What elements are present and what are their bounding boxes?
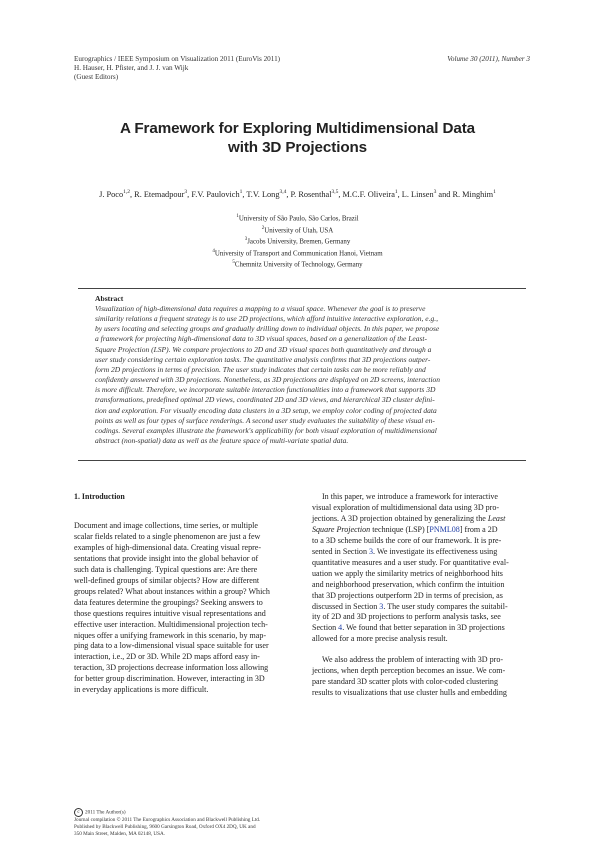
body-line: groups related? What about instances within a group? Which bbox=[74, 586, 270, 596]
affiliation-5: $^5$Chemnitz University of Technology, Germany bbox=[232, 260, 363, 269]
body-line bbox=[312, 602, 528, 613]
left-column-body bbox=[74, 521, 289, 696]
body-line: teraction, 3D projections decrease information loss allowing bbox=[74, 663, 269, 673]
abstract-body bbox=[95, 304, 525, 446]
affiliation-3: $^3$Jacobs University, Bremen, Germany bbox=[244, 237, 351, 246]
affiliation-number: 1 bbox=[236, 214, 239, 219]
section-heading-introduction: 1. Introduction bbox=[74, 492, 125, 501]
abstract-line: abstract (non-spatial) data as well as the feature space of multi-variate spatial data. bbox=[95, 436, 349, 446]
text-run: discussed in Section bbox=[312, 601, 380, 611]
text-run: . We found that better separation in 3D projections bbox=[342, 623, 505, 633]
title-line-2: with 3D Projections bbox=[227, 139, 368, 156]
emphasis-text: Square Projection bbox=[312, 524, 371, 534]
affiliation-2: $^2$University of Utah, USA bbox=[261, 225, 334, 234]
text-run: technique (LSP) [ bbox=[370, 524, 430, 534]
affiliation-number: 5 bbox=[232, 260, 235, 265]
footer-line: Journal compilation © 2011 The Eurographics Association and Blackwell Publishing Ltd. bbox=[74, 817, 261, 823]
text-run: sented in Section bbox=[312, 546, 369, 556]
affiliation-marker: 1,2 bbox=[123, 189, 131, 195]
text-run: . We investigate its effectiveness using bbox=[373, 546, 498, 556]
body-line: interaction, i.e., 2D or 3D. While 2D maps afford easy in- bbox=[74, 652, 260, 662]
section-ref-link[interactable]: 3 bbox=[369, 546, 374, 556]
abstract-line: codings. Several examples illustrate the framework's applicability for both visual exploration of multidimensional bbox=[95, 425, 437, 435]
body-line: In this paper, we introduce a framework for interactive bbox=[322, 492, 498, 501]
body-line: and neighborhood preservation, which confirm the intuition bbox=[312, 579, 505, 589]
abstract-line: Square Projection (LSP). We compare projections to 2D and 3D visual spaces both quantitatively and through a bbox=[95, 344, 432, 354]
copyright-footer bbox=[74, 808, 289, 839]
abstract-line: user study considering certain exploration tasks. The quantitative analysis confirms that 3D projections outper- bbox=[95, 354, 431, 364]
body-line: jections, when depth perception becomes an issue. We com- bbox=[312, 666, 506, 676]
affiliation-number: 3 bbox=[244, 237, 248, 242]
body-line: sentations that provide insight into the global behavior of bbox=[74, 553, 259, 563]
affiliation-marker: 3 bbox=[433, 189, 437, 195]
body-line bbox=[312, 547, 528, 558]
affiliation-1: $^1$University of São Paulo, São Carlos, Brazil bbox=[236, 214, 359, 223]
body-line: well-defined groups of similar objects? How are different bbox=[74, 575, 260, 585]
body-line: allowed for a more precise analysis result. bbox=[312, 634, 448, 644]
text-run: jections. A 3D projection obtained by generalizing the bbox=[312, 513, 488, 523]
affiliation-number: 4 bbox=[212, 248, 215, 254]
footer-line: 350 Main Street, Malden, MA 02148, USA. bbox=[74, 831, 166, 838]
body-line: We also address the problem of interacting with 3D pro- bbox=[322, 655, 504, 665]
title-line-1: A Framework for Exploring Multidimensional Data bbox=[119, 120, 476, 137]
abstract-line: by users locating and selecting groups and gradually drilling down to individual objects. In this paper, we propose bbox=[95, 324, 440, 334]
abstract-line: points as well as four types of surface renderings. A second user study evaluates the suitability of these visual en- bbox=[95, 415, 435, 425]
header-guest-editors: (Guest Editors) bbox=[74, 73, 119, 81]
authors-text: J. Poco$^{1,2}$, R. Etemadpour$^3$, F.V. Paulovich$^1$, T.V. Long$^{3,4}$, P. Rosenthal$^{3,5}$, M.C.F. Oliveira$^1$, L. Linsen$^3$ and R. Minghim$^1$ bbox=[99, 189, 496, 199]
body-line: data features determine the groupings? Seeking answers to bbox=[74, 597, 263, 607]
body-line: scalar fields related to a single phenomenon are just a few bbox=[74, 531, 261, 541]
abstract-line: form 2D projections in terms of precision. The user study indicates that certain tasks can be more reliably and bbox=[95, 364, 426, 374]
body-line bbox=[312, 525, 528, 536]
text-run: . The user study compares the suitabil- bbox=[383, 601, 508, 611]
right-column-body bbox=[312, 492, 528, 699]
body-line: that 3D projections outperform 2D in terms of precision, as bbox=[312, 590, 503, 600]
author-list bbox=[40, 189, 555, 199]
body-line: in everyday applications is more difficult. bbox=[74, 685, 209, 695]
body-line bbox=[312, 514, 528, 525]
text-run: ] from a 2D bbox=[459, 524, 498, 534]
header-line-1: Eurographics / IEEE Symposium on Visualization 2011 (EuroVis 2011) bbox=[74, 55, 281, 63]
abstract-line: transformations, predefined optimal 2D views, coordinated 2D and 3D views, and hierarchical 3D cluster defini- bbox=[95, 395, 435, 405]
body-line: ping data to a low-dimensional visual space suitable for user bbox=[74, 641, 269, 651]
body-line: niques offer a unifying framework in this scenario, by map- bbox=[74, 630, 267, 640]
abstract-line: is more difficult. Therefore, we incorporate suitable interaction functionalities into a framework that supports 3D bbox=[95, 385, 436, 395]
abstract-line: Visualization of high-dimensional data requires a mapping to a visual space. Whenever the goal is to preserve bbox=[95, 304, 426, 313]
body-line: for better group discrimination. However, interacting in 3D bbox=[74, 674, 265, 684]
abstract-line: a framework for projecting high-dimensional data to 3D visual spaces, based on a generalization of the Least- bbox=[95, 334, 427, 344]
abstract-line: similarity relations a frequent strategy is to use 2D projections, which afford intuitive interactive exploration, e.g., bbox=[95, 314, 439, 324]
journal-header bbox=[74, 55, 280, 82]
affiliation-marker: 3 bbox=[184, 189, 188, 195]
footer-copyright bbox=[74, 808, 289, 817]
volume-info: Volume 30 (2011), Number 3 bbox=[447, 55, 530, 63]
affiliation-marker: 3,5 bbox=[331, 189, 339, 195]
abstract-heading: Abstract bbox=[95, 294, 124, 303]
abstract-bottom-rule bbox=[78, 460, 526, 461]
header-editors: H. Hauser, H. Pfister, and J. J. van Wijk bbox=[74, 64, 189, 72]
body-line: examples of high-dimensional data. Creating visual repre- bbox=[74, 542, 262, 552]
abstract-line: confidently answered with 3D projections. Nonetheless, as 3D projections are displayed on 2D screens, interaction bbox=[95, 375, 441, 385]
abstract-line: tion and exploration. For visually encoding data clusters in a 3D setup, we employ color coding of projected data bbox=[95, 405, 437, 415]
abstract-top-rule bbox=[78, 288, 526, 289]
affiliations bbox=[0, 212, 595, 270]
footer-text: 2011 The Author(s) bbox=[85, 809, 126, 816]
footer-line: Published by Blackwell Publishing, 9600 Garsington Road, Oxford OX4 2DQ, UK and bbox=[74, 824, 256, 831]
body-line: results to visualizations that use cluster hulls and embedding bbox=[312, 688, 507, 698]
affiliation-marker: 1 bbox=[493, 189, 496, 195]
emphasis-text: Least bbox=[487, 513, 506, 523]
text-run: Section bbox=[312, 623, 339, 633]
body-line: such data is challenging. Typical questions are: Are there bbox=[74, 564, 258, 574]
section-ref-link[interactable]: 3 bbox=[379, 601, 384, 611]
affiliation-marker: 1 bbox=[239, 189, 243, 195]
affiliation-marker: 1 bbox=[394, 189, 398, 195]
body-line: visual exploration of multidimensional data using 3D pro- bbox=[312, 502, 500, 512]
body-line: ity of 2D and 3D projections to perform analysis tasks, see bbox=[312, 612, 501, 622]
body-line: those questions requires intuitive visual representations and bbox=[74, 608, 266, 618]
paper-title bbox=[0, 119, 595, 157]
affiliation-marker: 3,4 bbox=[279, 189, 287, 195]
section-ref-link[interactable]: 4 bbox=[338, 623, 343, 633]
body-line: to a 3D scheme builds the core of our framework. It is pre- bbox=[312, 535, 502, 545]
copyright-icon: c bbox=[74, 808, 83, 817]
body-line: pare standard 3D scatter plots with color-coded clustering bbox=[312, 677, 498, 687]
body-line: effective user interaction. Multidimensional projection tech- bbox=[74, 619, 268, 629]
affiliation-number: 2 bbox=[261, 225, 265, 231]
paragraph-gap bbox=[312, 645, 528, 655]
body-line: uation we apply the similarity metrics of neighborhood hits bbox=[312, 568, 503, 578]
body-line: Document and image collections, time series, or multiple bbox=[74, 521, 258, 530]
affiliation-4: $^4$University of Transport and Communication Hanoi, Vietnam bbox=[212, 248, 383, 257]
body-line bbox=[312, 623, 528, 634]
body-line: quantitative measures and a user study. For quantitative eval- bbox=[312, 557, 509, 567]
citation-link[interactable]: PNML08 bbox=[429, 524, 460, 534]
